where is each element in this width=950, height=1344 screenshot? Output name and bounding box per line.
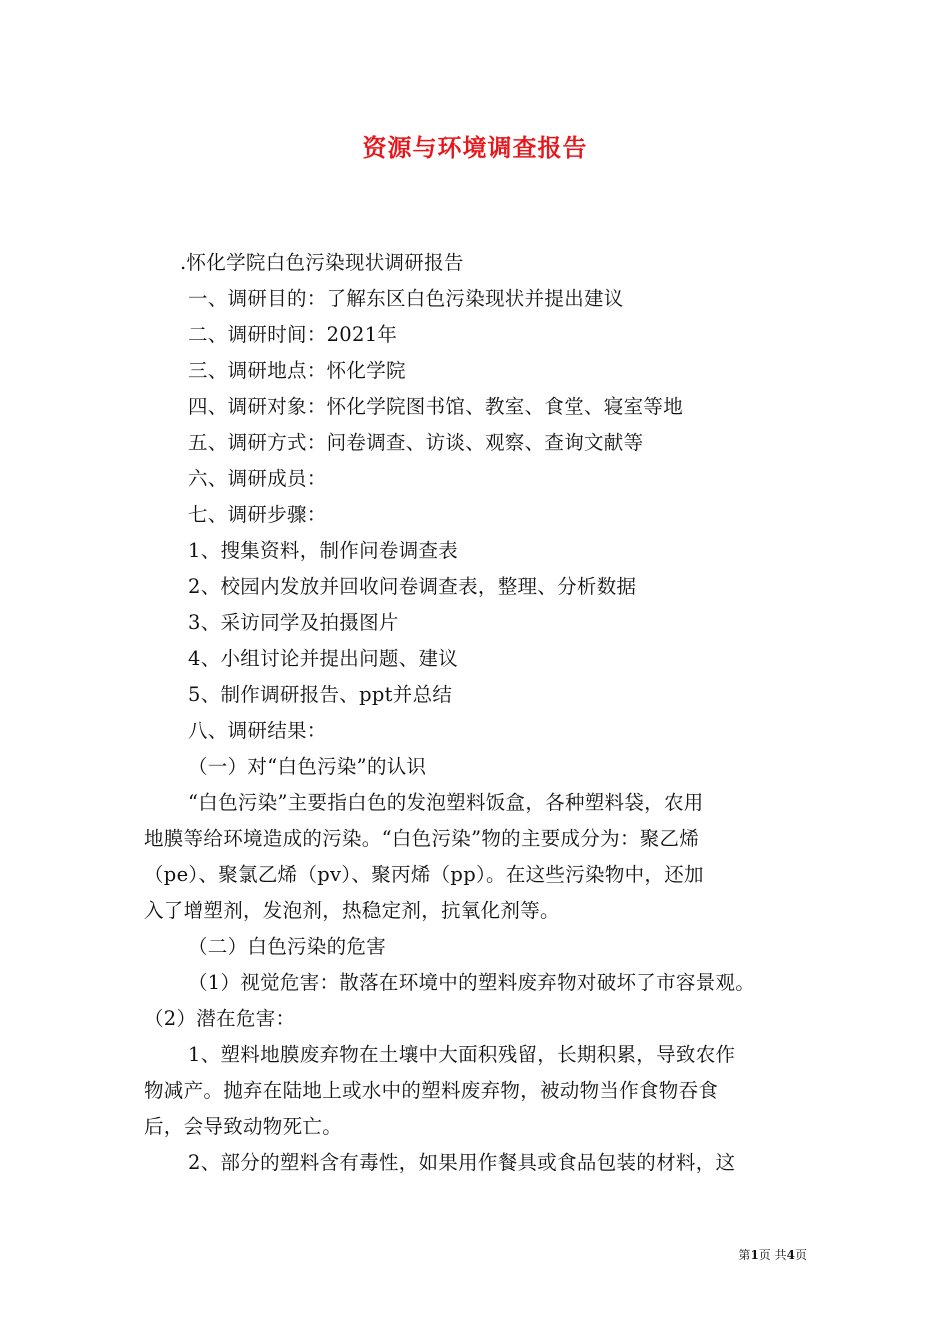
paragraph-line: 物减产。抛弃在陆地上或水中的塑料废弃物，被动物当作食物吞食: [144, 1079, 719, 1102]
paragraph-line: 入了增塑剂，发泡剂，热稳定剂，抗氧化剂等。: [144, 899, 560, 922]
paragraph-line: （2）潜在危害：: [144, 1007, 296, 1030]
paragraph-line: 后，会导致动物死亡。: [144, 1115, 343, 1138]
paragraph-line: 地膜等给环境造成的污染。“白色污染”物的主要成分为：聚乙烯: [144, 827, 700, 850]
step-item: 1、搜集资料，制作问卷调查表: [188, 539, 459, 562]
step-item: 5、制作调研报告、ppt并总结: [188, 683, 453, 706]
paragraph-line: “白色污染”主要指白色的发泡塑料饭盒，各种塑料袋，农用: [188, 791, 704, 814]
step-item: 4、小组讨论并提出问题、建议: [188, 647, 459, 670]
section-results: 八、调研结果：: [188, 719, 327, 742]
paragraph-line: 1、塑料地膜废弃物在土壤中大面积残留，长期积累，导致农作: [188, 1043, 736, 1066]
section-methods: 五、调研方式：问卷调查、访谈、观察、查询文献等: [188, 431, 644, 454]
current-page-number: 1: [750, 1248, 759, 1262]
step-item: 2、校园内发放并回收问卷调查表，整理、分析数据: [188, 575, 637, 598]
paragraph-line: （1）视觉危害：散落在环境中的塑料废弃物对破坏了市容景观。: [188, 971, 756, 994]
report-subtitle: .怀化学院白色污染现状调研报告: [180, 251, 464, 274]
section-time: 二、调研时间：2021年: [188, 323, 398, 346]
document-title: 资源与环境调查报告: [362, 133, 588, 162]
section-members: 六、调研成员：: [188, 467, 327, 490]
section-subjects: 四、调研对象：怀化学院图书馆、教室、食堂、寝室等地: [188, 395, 684, 418]
total-page-count: 4: [786, 1248, 795, 1262]
paragraph-line: 2、部分的塑料含有毒性，如果用作餐具或食品包装的材料，这: [188, 1151, 736, 1174]
page-number-footer: [738, 1247, 807, 1263]
subsection-heading: （二）白色污染的危害: [188, 935, 387, 958]
footer-middle: 页 共: [758, 1248, 787, 1262]
footer-suffix: 页: [794, 1248, 807, 1262]
section-purpose: 一、调研目的：了解东区白色污染现状并提出建议: [188, 287, 624, 310]
footer-prefix: 第: [738, 1248, 751, 1262]
step-item: 3、采访同学及拍摄图片: [188, 611, 399, 634]
paragraph-line: （pe）、聚氯乙烯（pv）、聚丙烯（pp）。在这些污染物中，还加: [144, 863, 704, 886]
subsection-heading: （一）对“白色污染”的认识: [188, 755, 427, 778]
section-location: 三、调研地点：怀化学院: [188, 359, 406, 382]
section-steps: 七、调研步骤：: [188, 503, 327, 526]
